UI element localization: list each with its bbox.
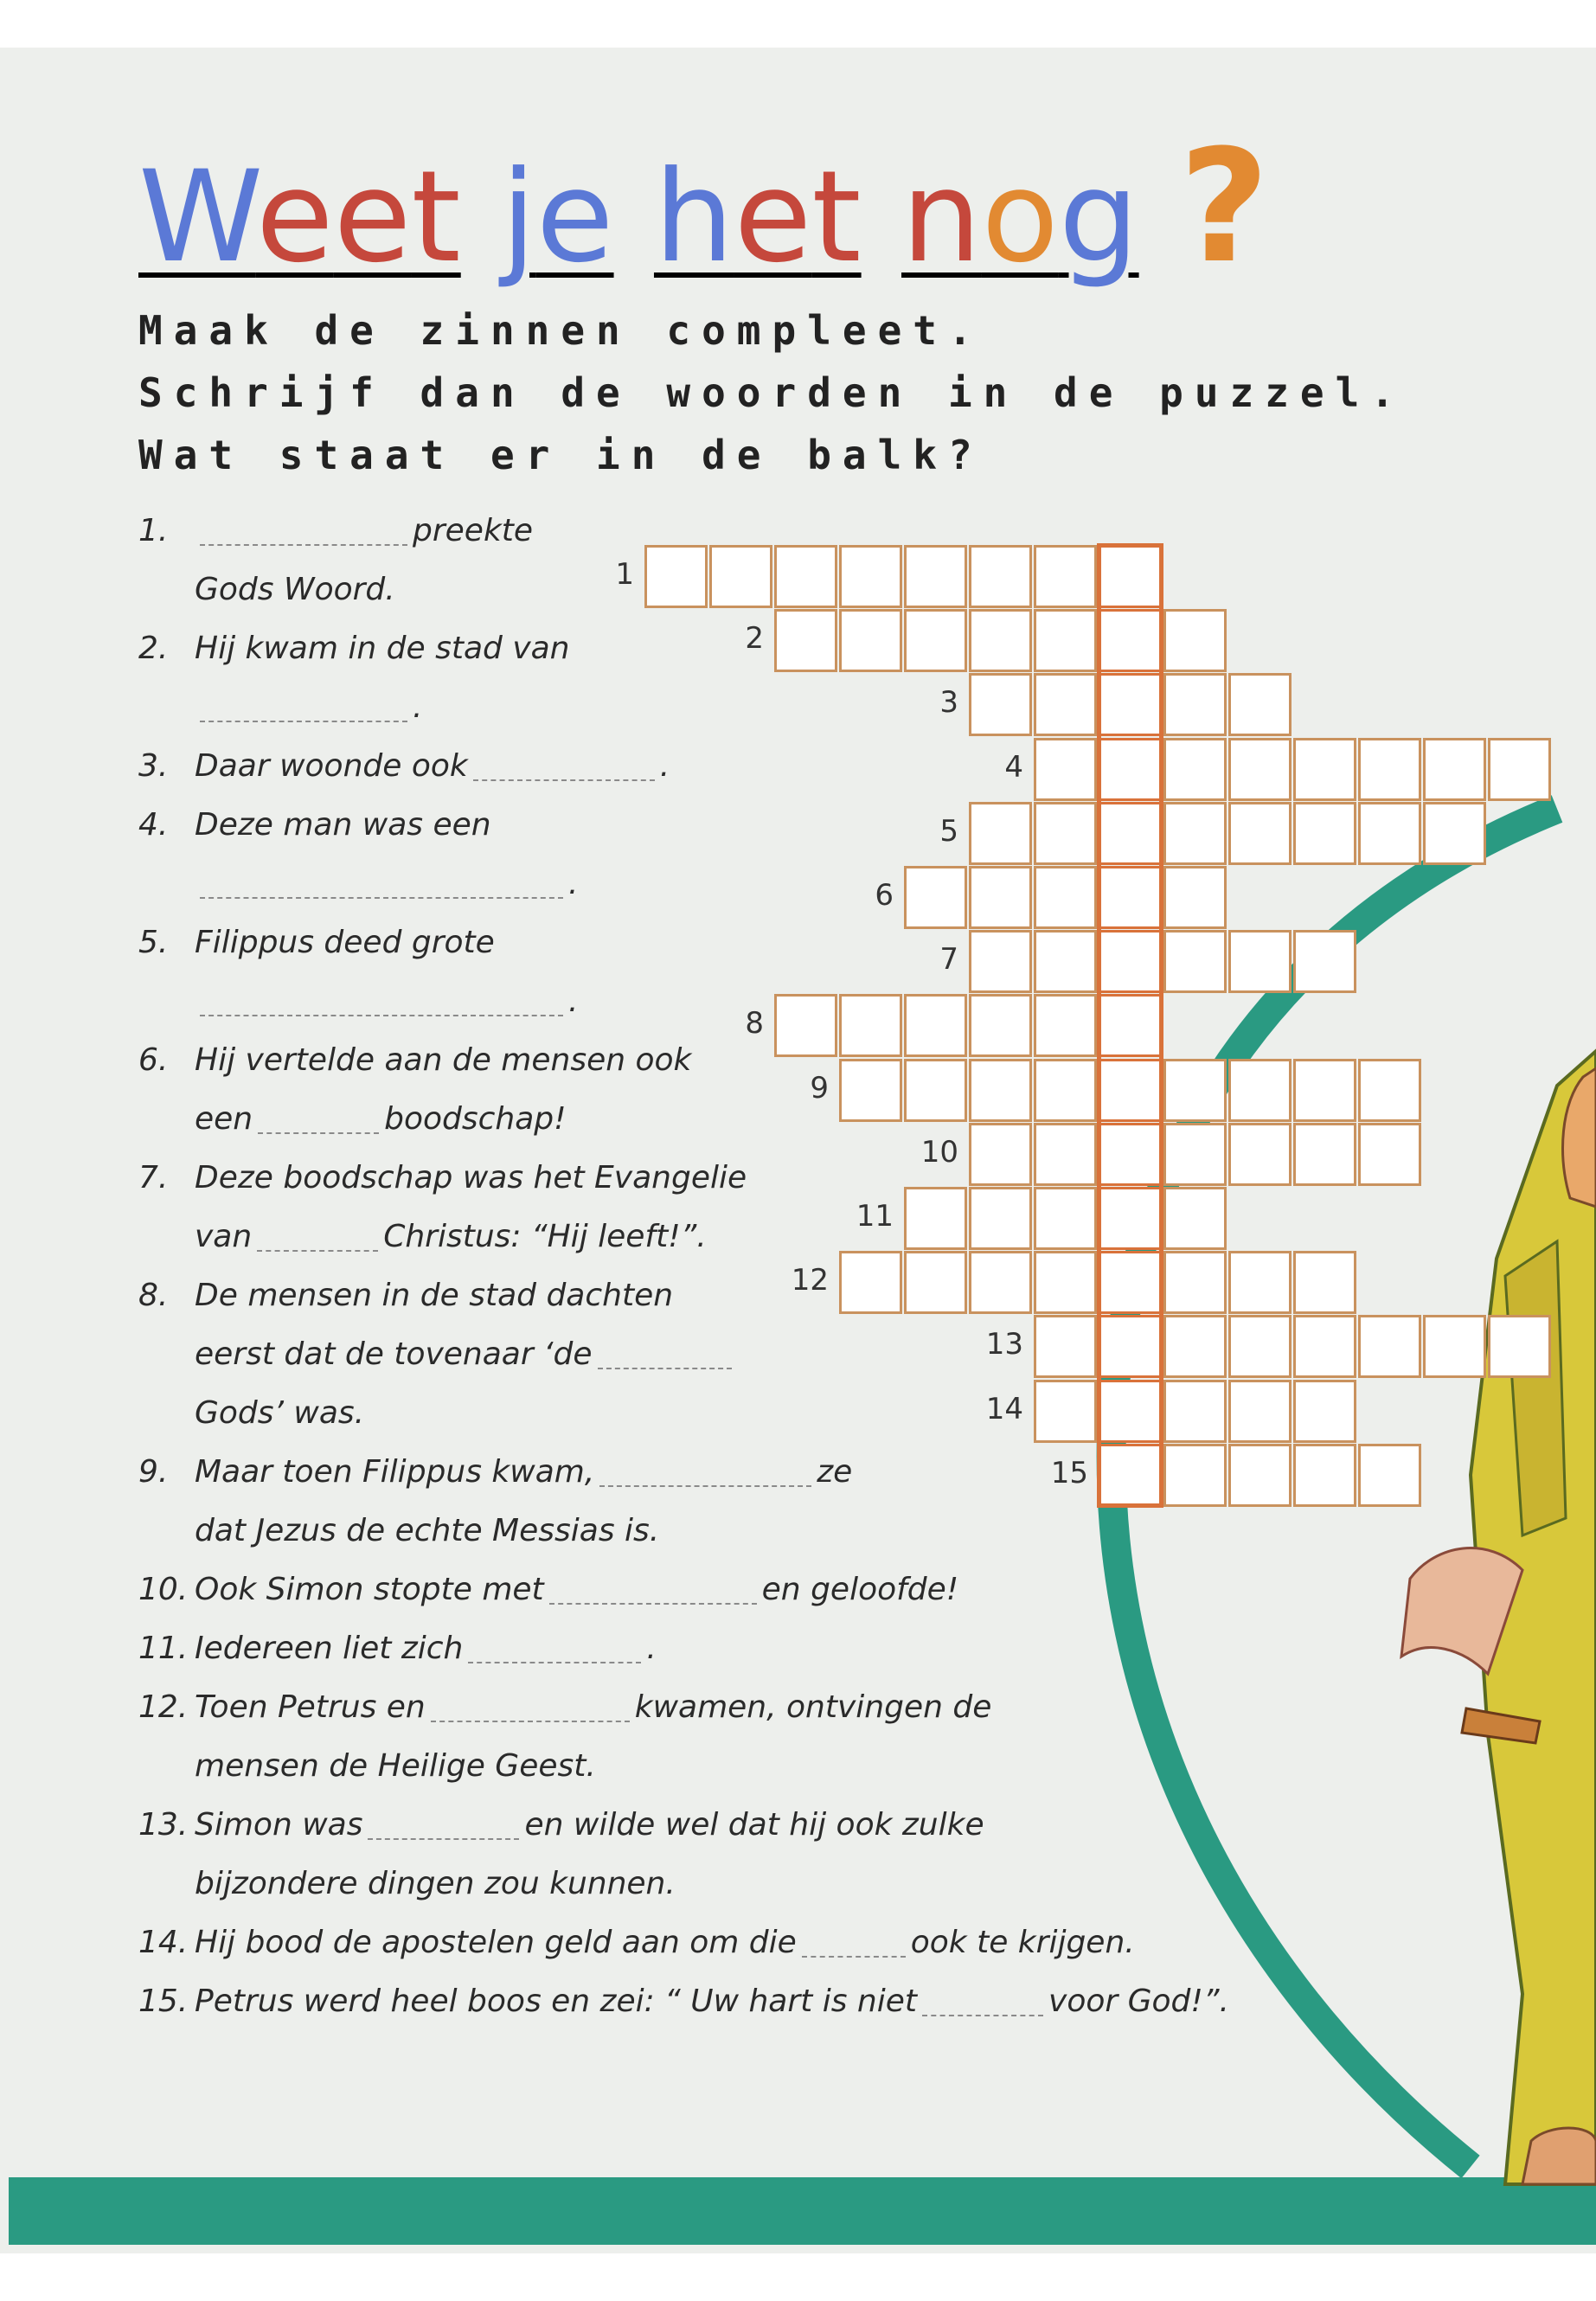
clue-number: 8. (138, 1278, 169, 1313)
clue-text: voor God!”. (1048, 1984, 1229, 2019)
row-number-6: 6 (875, 878, 894, 913)
row-number-4: 4 (1004, 749, 1023, 785)
solution-bar-cell[interactable] (1099, 1187, 1162, 1250)
clue-12-line-1 (138, 1678, 991, 1737)
clue-text: Filippus deed grote (195, 925, 495, 960)
row-number-12: 12 (791, 1263, 829, 1298)
crossword-cell[interactable] (1358, 1315, 1421, 1378)
clue-text: mensen de Heilige Geest. (195, 1748, 596, 1784)
crossword-cell[interactable] (1034, 673, 1097, 736)
clue-12-line-2 (138, 1737, 596, 1796)
clue-4-line-2 (138, 855, 578, 913)
clue-number: 14. (138, 1925, 189, 1960)
title-word-2: je (501, 144, 614, 291)
clue-text: van (195, 1219, 253, 1254)
crossword-cell[interactable] (1358, 1123, 1421, 1186)
crossword-cell[interactable] (1228, 1123, 1292, 1186)
clue-text: Daar woonde ook (195, 748, 468, 784)
clue-9-line-2 (138, 1502, 659, 1561)
clue-7-line-1 (138, 1149, 747, 1208)
solution-bar-cell[interactable] (1099, 866, 1162, 929)
clue-13-line-1 (138, 1796, 984, 1855)
crossword-cell[interactable] (774, 545, 837, 608)
answer-blank[interactable] (549, 1577, 757, 1605)
crossword-cell[interactable] (904, 994, 967, 1057)
crossword-cell[interactable] (774, 609, 837, 672)
row-number-10: 10 (920, 1134, 958, 1170)
crossword-cell[interactable] (1228, 1059, 1292, 1122)
crossword-cell[interactable] (1293, 1123, 1356, 1186)
crossword-cell[interactable] (1163, 1187, 1227, 1250)
row-number-3: 3 (939, 685, 958, 721)
answer-blank[interactable] (200, 989, 563, 1016)
answer-blank[interactable] (922, 1989, 1043, 2016)
crossword-cell[interactable] (904, 866, 967, 929)
clue-11-line-1 (138, 1619, 657, 1678)
crossword-cell[interactable] (1163, 673, 1227, 736)
crossword-cell[interactable] (1034, 1380, 1097, 1443)
clue-9-line-1 (138, 1443, 852, 1502)
clue-text: . (568, 866, 579, 901)
clue-8-line-1 (138, 1266, 673, 1325)
clue-14-line-1 (138, 1913, 1135, 1972)
crossword-cell[interactable] (1163, 1123, 1227, 1186)
answer-blank[interactable] (368, 1812, 519, 1840)
crossword-cell[interactable] (1228, 738, 1292, 801)
crossword-cell[interactable] (1163, 738, 1227, 801)
crossword-cell[interactable] (1293, 1059, 1356, 1122)
clue-13-line-2 (138, 1855, 676, 1913)
crossword-cell[interactable] (1034, 609, 1097, 672)
solution-bar-cell[interactable] (1099, 802, 1162, 865)
answer-blank[interactable] (431, 1695, 630, 1722)
row-number-7: 7 (939, 942, 958, 977)
clue-number: 3. (138, 748, 169, 784)
solution-bar-cell[interactable] (1099, 1059, 1162, 1122)
crossword-cell[interactable] (709, 545, 772, 608)
crossword-cell[interactable] (1034, 1315, 1097, 1378)
crossword-cell[interactable] (904, 609, 967, 672)
crossword-cell[interactable] (969, 866, 1032, 929)
crossword-cell[interactable] (1163, 930, 1227, 993)
crossword-cell[interactable] (969, 545, 1032, 608)
solution-bar-cell[interactable] (1099, 1123, 1162, 1186)
crossword-cell[interactable] (839, 1251, 902, 1314)
crossword-cell[interactable] (1293, 738, 1356, 801)
crossword-cell[interactable] (1228, 802, 1292, 865)
clue-number: 2. (138, 631, 169, 666)
crossword-cell[interactable] (839, 545, 902, 608)
clue-number: 9. (138, 1454, 169, 1490)
clue-text: kwamen, ontvingen de (634, 1689, 992, 1725)
crossword-cell[interactable] (969, 609, 1032, 672)
clue-text: en wilde wel dat hij ook zulke (524, 1807, 984, 1843)
clue-text: Deze man was een (195, 807, 491, 843)
row-number-1: 1 (615, 557, 634, 592)
clue-number: 4. (138, 807, 169, 843)
title-question-mark: ? (1179, 117, 1270, 298)
answer-blank[interactable] (598, 1342, 732, 1369)
crossword-cell[interactable] (1423, 738, 1486, 801)
crossword-cell[interactable] (1293, 930, 1356, 993)
crossword-cell[interactable] (1228, 1251, 1292, 1314)
row-number-9: 9 (810, 1070, 829, 1106)
solution-bar-cell[interactable] (1099, 609, 1162, 672)
teal-footer-band (9, 2177, 1596, 2245)
row-number-2: 2 (745, 621, 764, 657)
answer-blank[interactable] (200, 695, 407, 722)
crossword-cell[interactable] (904, 1187, 967, 1250)
crossword-cell[interactable] (1488, 1315, 1551, 1378)
clue-text: bijzondere dingen zou kunnen. (195, 1866, 676, 1901)
solution-bar-cell[interactable] (1099, 1315, 1162, 1378)
crossword-cell[interactable] (1034, 1059, 1097, 1122)
clue-text: . (659, 748, 670, 784)
clue-text: dat Jezus de echte Messias is. (195, 1513, 660, 1548)
clue-text: preekte (413, 513, 534, 548)
figure-illustration (1401, 1051, 1596, 2184)
clue-2-line-1 (138, 619, 570, 678)
row-number-11: 11 (856, 1199, 894, 1234)
crossword-cell[interactable] (1163, 1315, 1227, 1378)
row-number-5: 5 (939, 813, 958, 849)
crossword-cell[interactable] (1163, 802, 1227, 865)
crossword-cell[interactable] (904, 545, 967, 608)
clue-text: boodschap! (384, 1101, 567, 1137)
crossword-cell[interactable] (1358, 1059, 1421, 1122)
clue-text: . (568, 984, 579, 1019)
crossword-cell[interactable] (839, 1059, 902, 1122)
crossword-cell[interactable] (969, 1059, 1032, 1122)
row-number-8: 8 (745, 1006, 764, 1042)
crossword-cell[interactable] (1293, 1251, 1356, 1314)
crossword-cell[interactable] (1228, 1315, 1292, 1378)
crossword-cell[interactable] (904, 1059, 967, 1122)
answer-blank[interactable] (200, 871, 563, 899)
clue-text: Hij bood de apostelen geld aan om die (195, 1925, 797, 1960)
solution-bar-cell[interactable] (1099, 673, 1162, 736)
clue-text: . (646, 1631, 657, 1666)
clue-10-line-1 (138, 1561, 958, 1619)
crossword-cell[interactable] (1423, 802, 1486, 865)
clue-text: en geloofde! (761, 1572, 959, 1607)
solution-bar-cell[interactable] (1099, 1380, 1162, 1443)
clue-7-line-2 (138, 1208, 707, 1266)
crossword-cell[interactable] (904, 1251, 967, 1314)
solution-bar-cell[interactable] (1099, 738, 1162, 801)
clue-text: Ook Simon stopte met (195, 1572, 544, 1607)
crossword-cell[interactable] (1228, 930, 1292, 993)
crossword-cell[interactable] (1358, 1444, 1421, 1507)
clue-text: een (195, 1101, 253, 1137)
crossword-cell[interactable] (1488, 738, 1551, 801)
clue-5-line-1 (138, 913, 495, 972)
crossword-cell[interactable] (969, 1187, 1032, 1250)
row-number-14: 14 (985, 1391, 1023, 1426)
crossword-cell[interactable] (1293, 802, 1356, 865)
clue-text: Christus: “Hij leeft!”. (383, 1219, 707, 1254)
row-number-13: 13 (985, 1327, 1023, 1362)
row-number-15: 15 (1050, 1455, 1088, 1490)
clue-number: 6. (138, 1042, 169, 1078)
clue-text: Gods’ was. (195, 1395, 365, 1431)
crossword-cell[interactable] (1163, 1444, 1227, 1507)
crossword-cell[interactable] (1293, 1444, 1356, 1507)
clue-text: Maar toen Filippus kwam, (195, 1454, 595, 1490)
crossword-cell[interactable] (1163, 609, 1227, 672)
crossword-cell[interactable] (969, 673, 1032, 736)
solution-bar-cell[interactable] (1099, 545, 1162, 608)
answer-blank[interactable] (200, 518, 407, 546)
crossword-cell[interactable] (1163, 1251, 1227, 1314)
answer-blank[interactable] (802, 1930, 906, 1958)
crossword-cell[interactable] (774, 994, 837, 1057)
clue-text: Petrus werd heel boos en zei: “ Uw hart is niet (195, 1984, 918, 2019)
crossword-cell[interactable] (1034, 545, 1097, 608)
clue-text: Hij vertelde aan de mensen ook (195, 1042, 692, 1078)
crossword-cell[interactable] (839, 994, 902, 1057)
clue-4-line-1 (138, 796, 491, 855)
title-word-3: het (653, 144, 862, 291)
title-word-4: nog (901, 144, 1139, 291)
clue-6-line-1 (138, 1031, 691, 1090)
crossword-cell[interactable] (1228, 673, 1292, 736)
solution-bar-cell[interactable] (1099, 994, 1162, 1057)
title-word-1: Weet (138, 144, 461, 291)
clue-number: 12. (138, 1689, 189, 1725)
clue-1-line-2 (138, 561, 395, 619)
crossword-cell[interactable] (1034, 930, 1097, 993)
crossword-cell[interactable] (1228, 1380, 1292, 1443)
crossword-cell[interactable] (969, 802, 1032, 865)
instruction-line-1: Maak de zinnen compleet. (138, 307, 984, 354)
crossword-cell[interactable] (1293, 1380, 1356, 1443)
crossword-cell[interactable] (644, 545, 708, 608)
crossword-cell[interactable] (1034, 866, 1097, 929)
clue-text: . (413, 689, 423, 725)
clue-5-line-2 (138, 972, 578, 1031)
worksheet-page (0, 48, 1596, 2253)
crossword-cell[interactable] (969, 1123, 1032, 1186)
clue-text: Hij kwam in de stad van (195, 631, 570, 666)
crossword-cell[interactable] (969, 930, 1032, 993)
clue-6-line-2 (138, 1090, 567, 1149)
crossword-cell[interactable] (1423, 1315, 1486, 1378)
crossword-cell[interactable] (969, 994, 1032, 1057)
clue-number: 5. (138, 925, 169, 960)
clue-number: 10. (138, 1572, 189, 1607)
clue-number: 1. (138, 513, 169, 548)
clue-number: 15. (138, 1984, 189, 2019)
instruction-line-3: Wat staat er in de balk? (138, 432, 984, 478)
clue-text: Simon was (195, 1807, 363, 1843)
answer-blank[interactable] (258, 1106, 379, 1134)
answer-blank[interactable] (473, 753, 655, 781)
answer-blank[interactable] (468, 1636, 641, 1663)
instruction-line-2: Schrijf dan de woorden in de puzzel. (138, 369, 1406, 416)
clue-text: ook te krijgen. (910, 1925, 1135, 1960)
crossword-cell[interactable] (1034, 994, 1097, 1057)
clue-15-line-1 (138, 1972, 1229, 2031)
clue-2-line-2 (138, 678, 422, 737)
clue-8-line-2 (138, 1325, 737, 1384)
clue-number: 13. (138, 1807, 189, 1843)
crossword-cell[interactable] (1358, 738, 1421, 801)
crossword-cell[interactable] (1034, 1251, 1097, 1314)
clue-text: Deze boodschap was het Evangelie (195, 1160, 747, 1195)
clue-text: ze (817, 1454, 853, 1490)
crossword-cell[interactable] (1034, 802, 1097, 865)
clue-text: De mensen in de stad dachten (195, 1278, 674, 1313)
clue-text: Toen Petrus en (195, 1689, 426, 1725)
clue-text: Iedereen liet zich (195, 1631, 464, 1666)
crossword-cell[interactable] (1034, 1123, 1097, 1186)
crossword-cell[interactable] (1293, 1315, 1356, 1378)
solution-bar-cell[interactable] (1099, 930, 1162, 993)
crossword-cell[interactable] (839, 609, 902, 672)
crossword-cell[interactable] (1034, 738, 1097, 801)
solution-bar-cell[interactable] (1099, 1444, 1162, 1507)
crossword-cell[interactable] (1228, 1444, 1292, 1507)
clue-text: eerst dat de tovenaar ‘de (195, 1336, 593, 1372)
clue-1-line-1 (138, 502, 533, 561)
crossword-cell[interactable] (1163, 1380, 1227, 1443)
crossword-cell[interactable] (1358, 802, 1421, 865)
crossword-cell[interactable] (1163, 866, 1227, 929)
answer-blank[interactable] (599, 1459, 811, 1487)
answer-blank[interactable] (257, 1224, 378, 1252)
clue-8-line-3 (138, 1384, 364, 1443)
clue-number: 7. (138, 1160, 169, 1195)
clue-text: Gods Woord. (195, 572, 395, 607)
crossword-cell[interactable] (1163, 1059, 1227, 1122)
crossword-cell[interactable] (1034, 1187, 1097, 1250)
solution-bar-cell[interactable] (1099, 1251, 1162, 1314)
clue-number: 11. (138, 1631, 189, 1666)
clue-3-line-1 (138, 737, 670, 796)
crossword-cell[interactable] (969, 1251, 1032, 1314)
